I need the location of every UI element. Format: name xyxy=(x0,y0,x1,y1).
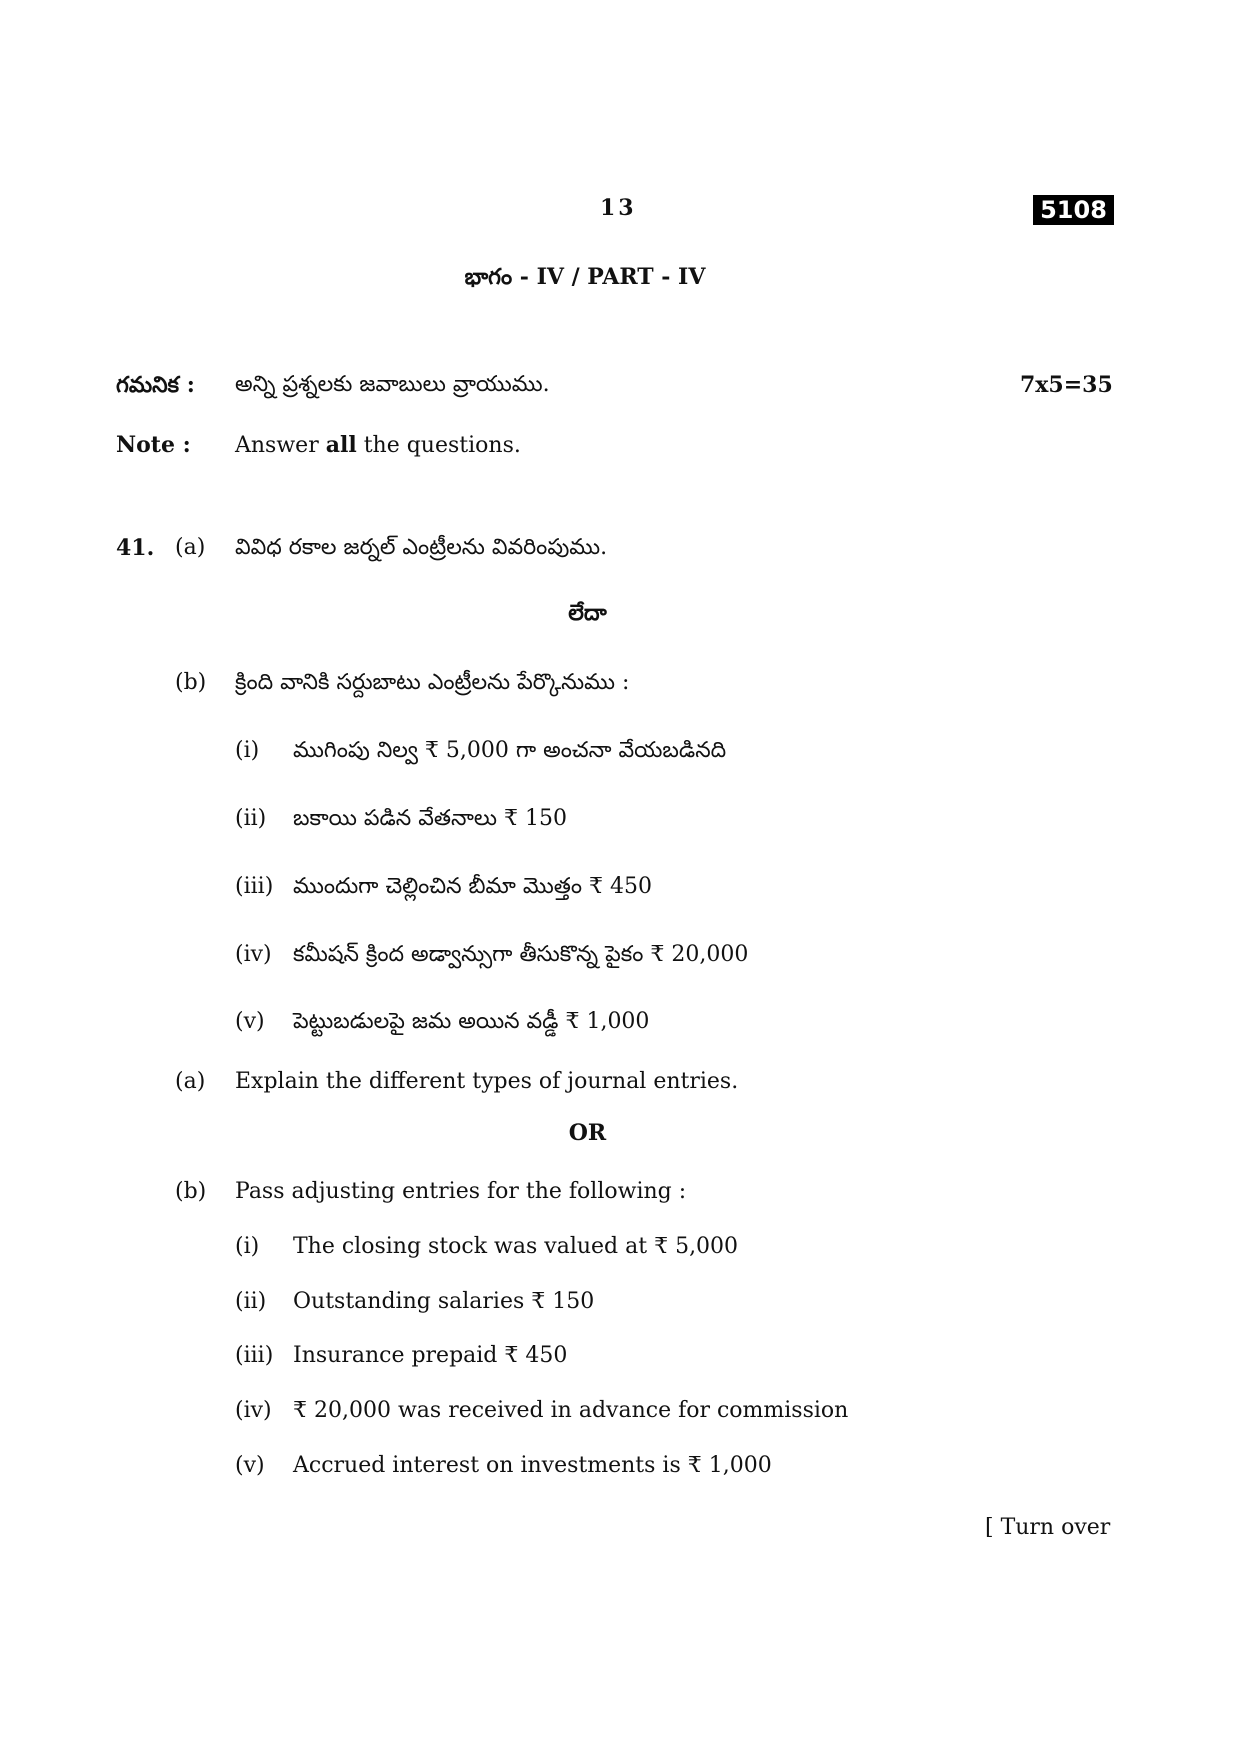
item-text-te: పెట్టుబడులపై జమ అయిన వడ్డీ ₹ 1,000 xyxy=(293,1009,650,1034)
option-b-label-te: (b) xyxy=(175,670,207,695)
item-label-en: (i) xyxy=(235,1234,260,1259)
item-label-te: (iii) xyxy=(235,874,274,899)
item-label-te: (iv) xyxy=(235,942,272,967)
option-a-label-en: (a) xyxy=(175,1069,206,1094)
note-label-te: గమనిక : xyxy=(116,372,195,398)
item-text-en: ₹ 20,000 was received in advance for commission xyxy=(293,1398,849,1423)
option-b-text-en: Pass adjusting entries for the following : xyxy=(235,1179,687,1204)
item-label-te: (v) xyxy=(235,1009,265,1034)
option-a-text-en: Explain the different types of journal entries. xyxy=(235,1069,739,1094)
page-number: 13 xyxy=(600,195,637,221)
item-text-te: కమీషన్ క్రింద అడ్వాన్సుగా తీసుకొన్న పైకం ₹ 20,000 xyxy=(293,942,749,967)
option-a-label-te: (a) xyxy=(175,535,206,560)
part-heading: భాగం - IV / PART - IV xyxy=(464,264,706,290)
item-label-en: (iv) xyxy=(235,1398,272,1423)
item-text-te: ముగింపు నిల్వ ₹ 5,000 గా అంచనా వేయబడినది xyxy=(293,738,727,763)
marks-scheme: 7x5=35 xyxy=(1020,372,1113,398)
item-label-en: (v) xyxy=(235,1453,265,1478)
note-label-en: Note : xyxy=(116,432,191,458)
item-text-en: Insurance prepaid ₹ 450 xyxy=(293,1343,568,1368)
or-divider-en: OR xyxy=(568,1120,607,1146)
note-text-te: అన్ని ప్రశ్నలకు జవాబులు వ్రాయుము. xyxy=(235,372,550,397)
note-text-en: Answer all the questions. xyxy=(235,432,521,458)
item-text-te: బకాయి పడిన వేతనాలు ₹ 150 xyxy=(293,806,568,831)
item-text-en: Accrued interest on investments is ₹ 1,000 xyxy=(293,1453,772,1478)
option-b-label-en: (b) xyxy=(175,1179,207,1204)
paper-code-badge: 5108 xyxy=(1033,195,1114,225)
item-label-en: (iii) xyxy=(235,1343,274,1368)
item-text-en: Outstanding salaries ₹ 150 xyxy=(293,1289,595,1314)
option-a-text-te: వివిధ రకాల జర్నల్ ఎంట్రీలను వివరింపుము. xyxy=(235,535,608,560)
item-label-te: (i) xyxy=(235,738,260,763)
question-number: 41. xyxy=(116,535,155,561)
item-label-en: (ii) xyxy=(235,1289,267,1314)
item-text-te: ముందుగా చెల్లించిన బీమా మొత్తం ₹ 450 xyxy=(293,874,652,899)
option-b-text-te: క్రింది వానికి సర్దుబాటు ఎంట్రీలను పేర్కొనుము : xyxy=(235,670,630,695)
item-text-en: The closing stock was valued at ₹ 5,000 xyxy=(293,1234,739,1259)
or-divider-te: లేదా xyxy=(568,600,607,626)
item-label-te: (ii) xyxy=(235,806,267,831)
turn-over-note: [ Turn over xyxy=(985,1515,1111,1540)
